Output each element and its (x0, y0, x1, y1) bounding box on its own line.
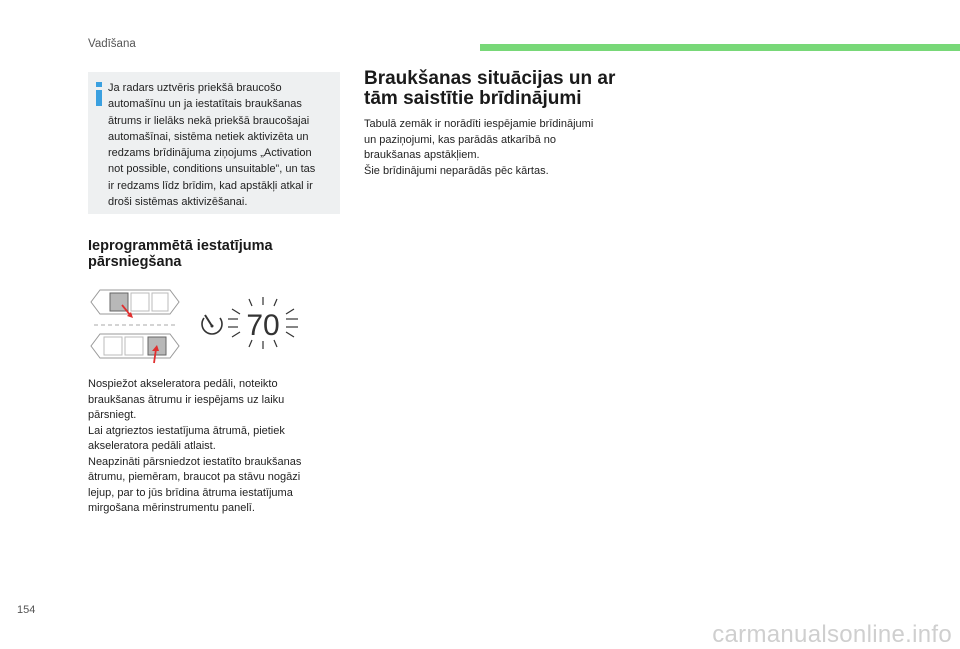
driving-situations-body (364, 117, 626, 179)
info-line: Ja radars uztvēris priekšā braucošo (108, 82, 282, 94)
watermark: carmanualsonline.info (712, 621, 952, 648)
speed-value: 70 (246, 309, 280, 342)
body-line: Tabulā zemāk ir norādīti iespējamie brīdinājumi (364, 118, 594, 130)
heading-line: Ieprogrammētā iestatījuma (88, 238, 273, 254)
body-line: Šie brīdinājumi neparādās pēc kārtas. (364, 164, 549, 177)
driving-situations-heading (364, 69, 634, 109)
info-line: ir redzams līdz brīdim, kad apstākļi atkal ir (108, 179, 313, 192)
heading-line: tām saistītie brīdinājumi (364, 88, 582, 109)
info-box-text (108, 80, 336, 210)
body-line: Lai atgrieztos iestatījuma ātrumā, pietiek (88, 424, 285, 437)
page-number: 154 (17, 604, 36, 616)
section-header: Vadīšana (88, 38, 136, 50)
heading-line: Braukšanas situācijas un ar (364, 68, 616, 89)
body-line: akseleratora pedāli atlaist. (88, 440, 216, 452)
info-icon (96, 82, 102, 102)
override-heading (88, 238, 338, 270)
body-line: un paziņojumi, kas parādās atkarībā no (364, 133, 557, 146)
info-box (88, 72, 340, 214)
body-line: braukšanas apstākļiem. (364, 149, 480, 161)
header-accent-bar (480, 44, 960, 51)
info-line: ātrums ir lielāks nekā priekšā braucošajai (108, 114, 310, 127)
body-line: mirgošana mērinstrumentu panelī. (88, 502, 255, 514)
heading-line: pārsniegšana (88, 254, 182, 270)
override-body-text (88, 377, 340, 517)
steering-control-illustration (86, 285, 316, 365)
speedometer-icon (202, 315, 222, 334)
body-line: braukšanas ātrumu ir iespējams uz laiku (88, 393, 285, 406)
steering-control-top-icon (91, 290, 179, 318)
info-line: droši sistēmas aktivizēšanai. (108, 196, 248, 209)
steering-control-bottom-icon (91, 334, 179, 363)
body-line: pārsniegt. (88, 409, 137, 421)
info-line: automašīnai, sistēma netiek aktivizēta un (108, 130, 309, 143)
info-line: redzams brīdinājuma ziņojums „Activation (108, 147, 312, 160)
body-line: Nospiežot akseleratora pedāli, noteikto (88, 378, 278, 390)
info-line: not possible, conditions unsuitable”, un tas (108, 163, 316, 176)
body-line: ātrumu, piemēram, braucot pa stāvu nogāzi (88, 471, 301, 483)
info-line: automašīnu un ja iestatītais braukšanas (108, 98, 302, 111)
body-line: Neapzināti pārsniedzot iestatīto braukšanas (88, 455, 302, 468)
body-line: lejup, par to jūs brīdina ātruma iestatījuma (88, 486, 293, 499)
